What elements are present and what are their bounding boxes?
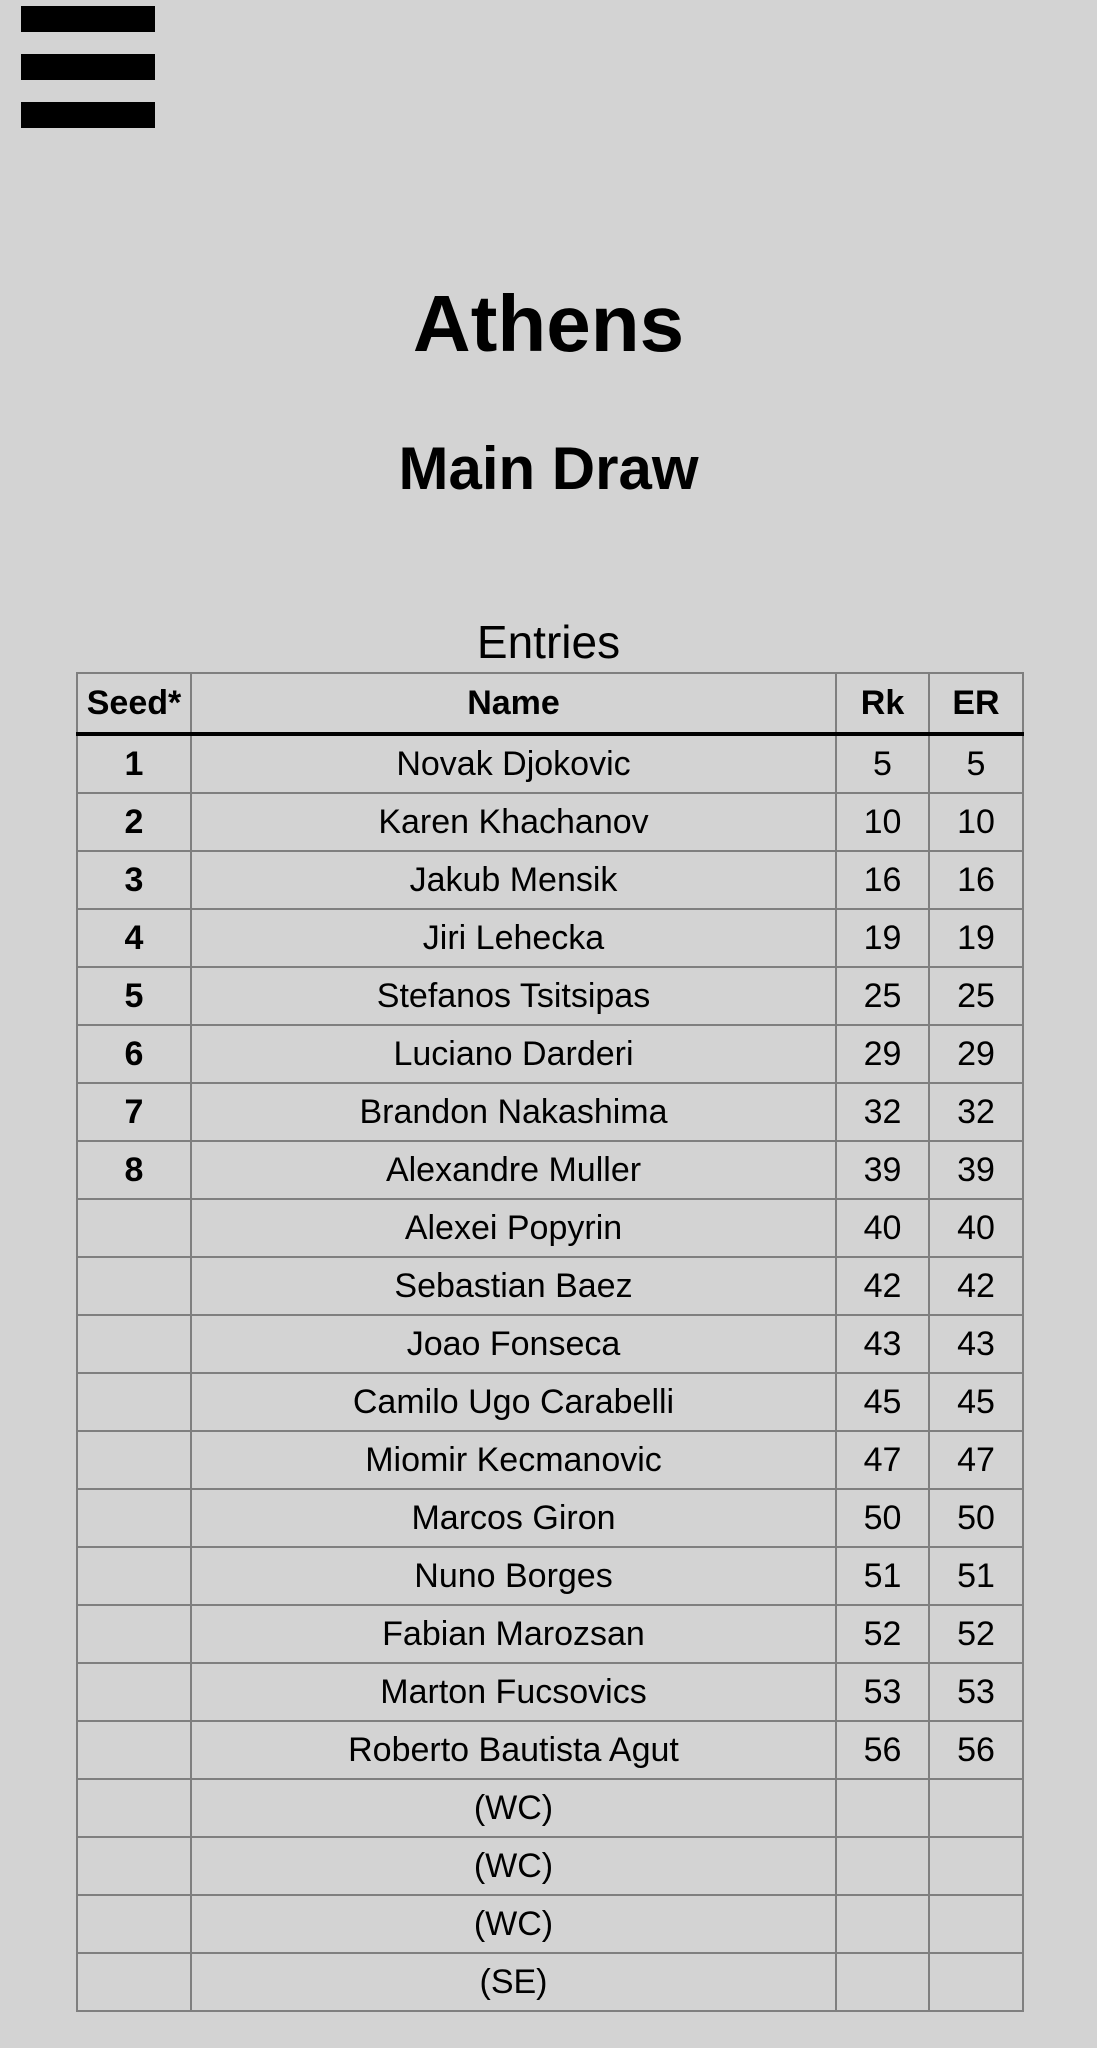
- cell-rank: 50: [836, 1489, 929, 1547]
- cell-seed: [77, 1315, 191, 1373]
- cell-seed: [77, 1257, 191, 1315]
- cell-seed: 7: [77, 1083, 191, 1141]
- cell-rank: 40: [836, 1199, 929, 1257]
- table-row: [77, 1199, 1023, 1257]
- cell-seed: [77, 1547, 191, 1605]
- table-row: [77, 1141, 1023, 1199]
- cell-rank: 16: [836, 851, 929, 909]
- cell-seed: 6: [77, 1025, 191, 1083]
- cell-seed: [77, 1895, 191, 1953]
- menu-bar-bottom: [21, 102, 155, 128]
- cell-seed: 8: [77, 1141, 191, 1199]
- cell-entry-rank: 16: [929, 851, 1023, 909]
- cell-seed: [77, 1373, 191, 1431]
- cell-seed: 2: [77, 793, 191, 851]
- cell-seed: 4: [77, 909, 191, 967]
- column-header-rk: Rk: [836, 673, 929, 734]
- cell-rank: 47: [836, 1431, 929, 1489]
- cell-rank: 42: [836, 1257, 929, 1315]
- cell-rank: 5: [836, 734, 929, 793]
- cell-entry-rank: 47: [929, 1431, 1023, 1489]
- cell-rank: 45: [836, 1373, 929, 1431]
- cell-entry-rank: 43: [929, 1315, 1023, 1373]
- cell-seed: [77, 1489, 191, 1547]
- cell-entry-rank: 29: [929, 1025, 1023, 1083]
- cell-rank: 29: [836, 1025, 929, 1083]
- table-row: [77, 1489, 1023, 1547]
- cell-entry-rank: 32: [929, 1083, 1023, 1141]
- cell-rank: 32: [836, 1083, 929, 1141]
- menu-bar-top: [21, 6, 155, 32]
- cell-entry-rank: 5: [929, 734, 1023, 793]
- cell-player-name: Jakub Mensik: [191, 851, 836, 909]
- cell-seed: [77, 1953, 191, 2011]
- column-header-name: Name: [191, 673, 836, 734]
- cell-entry-rank: 56: [929, 1721, 1023, 1779]
- cell-rank: 52: [836, 1605, 929, 1663]
- cell-entry-rank: 25: [929, 967, 1023, 1025]
- cell-entry-rank: 19: [929, 909, 1023, 967]
- cell-player-name: Brandon Nakashima: [191, 1083, 836, 1141]
- cell-player-name: (WC): [191, 1895, 836, 1953]
- table-header-row: [77, 673, 1023, 734]
- cell-rank: 25: [836, 967, 929, 1025]
- menu-bar-middle: [21, 54, 155, 80]
- table-row: [77, 1895, 1023, 1953]
- cell-player-name: Roberto Bautista Agut: [191, 1721, 836, 1779]
- cell-entry-rank: [929, 1779, 1023, 1837]
- cell-entry-rank: 39: [929, 1141, 1023, 1199]
- table-row: [77, 1257, 1023, 1315]
- cell-seed: [77, 1199, 191, 1257]
- cell-rank: 53: [836, 1663, 929, 1721]
- cell-entry-rank: 10: [929, 793, 1023, 851]
- table-row: [77, 1373, 1023, 1431]
- cell-player-name: (WC): [191, 1837, 836, 1895]
- cell-player-name: Alexandre Muller: [191, 1141, 836, 1199]
- table-row: [77, 1663, 1023, 1721]
- cell-player-name: Alexei Popyrin: [191, 1199, 836, 1257]
- cell-seed: 5: [77, 967, 191, 1025]
- cell-rank: 51: [836, 1547, 929, 1605]
- cell-rank: 19: [836, 909, 929, 967]
- column-header-er: ER: [929, 673, 1023, 734]
- cell-rank: [836, 1837, 929, 1895]
- cell-entry-rank: 40: [929, 1199, 1023, 1257]
- table-row: [77, 909, 1023, 967]
- cell-seed: 1: [77, 734, 191, 793]
- hamburger-menu-icon[interactable]: [21, 6, 155, 130]
- table-row: [77, 967, 1023, 1025]
- cell-entry-rank: 50: [929, 1489, 1023, 1547]
- cell-rank: 39: [836, 1141, 929, 1199]
- cell-seed: [77, 1837, 191, 1895]
- cell-player-name: Novak Djokovic: [191, 734, 836, 793]
- column-header-seed: Seed*: [77, 673, 191, 734]
- cell-entry-rank: 45: [929, 1373, 1023, 1431]
- cell-seed: [77, 1779, 191, 1837]
- cell-player-name: Camilo Ugo Carabelli: [191, 1373, 836, 1431]
- cell-entry-rank: 42: [929, 1257, 1023, 1315]
- cell-entry-rank: [929, 1895, 1023, 1953]
- cell-player-name: (SE): [191, 1953, 836, 2011]
- table-row: [77, 1025, 1023, 1083]
- table-row: [77, 851, 1023, 909]
- cell-player-name: Marton Fucsovics: [191, 1663, 836, 1721]
- cell-entry-rank: [929, 1837, 1023, 1895]
- cell-player-name: Nuno Borges: [191, 1547, 836, 1605]
- cell-rank: [836, 1779, 929, 1837]
- cell-player-name: Luciano Darderi: [191, 1025, 836, 1083]
- cell-player-name: Stefanos Tsitsipas: [191, 967, 836, 1025]
- table-row: [77, 1315, 1023, 1373]
- cell-rank: 43: [836, 1315, 929, 1373]
- table-row: [77, 1083, 1023, 1141]
- table-row: [77, 734, 1023, 793]
- table-row: [77, 793, 1023, 851]
- cell-player-name: Miomir Kecmanovic: [191, 1431, 836, 1489]
- cell-player-name: Jiri Lehecka: [191, 909, 836, 967]
- table-row: [77, 1605, 1023, 1663]
- table-row: [77, 1547, 1023, 1605]
- cell-player-name: (WC): [191, 1779, 836, 1837]
- cell-player-name: Fabian Marozsan: [191, 1605, 836, 1663]
- page-title: Athens: [412, 279, 685, 368]
- table-row: [77, 1953, 1023, 2011]
- page-subtitle: Main Draw: [398, 435, 699, 502]
- cell-seed: [77, 1605, 191, 1663]
- cell-entry-rank: [929, 1953, 1023, 2011]
- cell-player-name: Sebastian Baez: [191, 1257, 836, 1315]
- entries-table: [76, 672, 1024, 2012]
- cell-entry-rank: 52: [929, 1605, 1023, 1663]
- table-row: [77, 1779, 1023, 1837]
- cell-seed: [77, 1431, 191, 1489]
- cell-rank: 56: [836, 1721, 929, 1779]
- entries-caption: Entries: [476, 616, 621, 668]
- cell-player-name: Joao Fonseca: [191, 1315, 836, 1373]
- cell-rank: [836, 1953, 929, 2011]
- cell-entry-rank: 53: [929, 1663, 1023, 1721]
- cell-entry-rank: 51: [929, 1547, 1023, 1605]
- table-row: [77, 1431, 1023, 1489]
- cell-player-name: Karen Khachanov: [191, 793, 836, 851]
- cell-rank: [836, 1895, 929, 1953]
- cell-seed: [77, 1663, 191, 1721]
- table-row: [77, 1837, 1023, 1895]
- cell-rank: 10: [836, 793, 929, 851]
- cell-player-name: Marcos Giron: [191, 1489, 836, 1547]
- cell-seed: 3: [77, 851, 191, 909]
- cell-seed: [77, 1721, 191, 1779]
- table-row: [77, 1721, 1023, 1779]
